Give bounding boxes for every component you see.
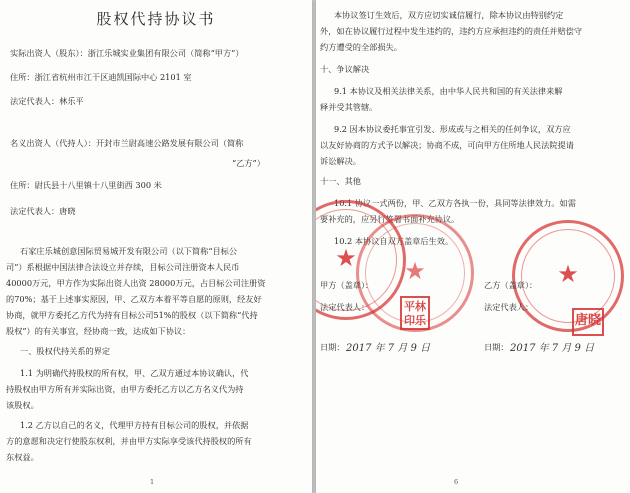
clause-10-1-line-2: 要补充的，应另行签署书面补充协议。 [320,214,460,224]
party-a-personal-stamp: 平林印乐 [400,296,430,330]
clause-9-2-line-3: 诉讼解决。 [320,156,361,166]
recital-line-6: 股权”）的有关事宜，经协商一致，达成如下协议： [6,326,191,336]
actual-investor-representative: 法定代表人：林乐平 [10,96,84,106]
recital-line-5: 协商，就甲方委托乙方代为持有目标公司51%的股权（以下简称“代持 [6,310,258,320]
actual-investor-line: 实际出资人（股东）：浙江乐城实业集团有限公司（简称“甲方”） [10,48,244,58]
nominal-investor-address: 住所：尉氏县十八里镇十八里街西 300 米 [10,180,162,190]
party-b-company-seal: ★ [512,220,624,332]
page-number-right: 6 [454,478,459,486]
section-1-heading: 一、股权代持关系的界定 [20,346,111,356]
recital-line-1: 石家庄乐城创意国际贸易城开发有限公司（以下简称“目标公 [20,246,238,256]
effect-line-3: 约方遭受的全部损失。 [320,42,402,52]
party-a-rep-label: 法定代表人： [320,302,370,312]
clause-9-1-line-1: 9.1 本协议及相关法律关系，由中华人民共和国的有关法律来解 [334,86,563,96]
clause-1-1-line-2: 持股权由甲方所有并实际出资，由甲方委托乙方以乙方名义代为持 [6,384,244,394]
nominal-investor-line: 名义出资人（代持人）：开封市兰尉高速公路发展有限公司（简称 [10,138,244,148]
clause-10-2: 10.2 本协议自双方盖章后生效。 [334,236,454,246]
recital-line-2: 司”）系根据中国法律合法设立并存续，目标公司注册资本人民币 [6,262,240,272]
effect-line-1: 本协议签订生效后，双方应切实诚信履行，除本协议由特别约定 [334,10,564,20]
party-a-company-seal: ★ [316,200,406,320]
party-a-date-label: 日期： [320,342,345,352]
clause-1-2-line-2: 方的意愿和决定行使股东权利，并由甲方实际享受该代持股权的所有 [6,436,252,446]
party-b-personal-stamp: 唐晓 [572,308,604,336]
nominal-investor-representative: 法定代表人：唐晓 [10,206,76,216]
party-b-seal-label: 乙方（盖章）： [484,280,538,290]
document-title: 股权代持协议书 [96,10,216,28]
clause-1-1-line-3: 该股权。 [6,400,39,410]
party-b-date-label: 日期： [484,342,509,352]
clause-1-2-line-1: 1.2 乙方以自己的名义，代理甲方持有目标公司的股权，并依据 [20,420,249,430]
actual-investor-address: 住所：浙江省杭州市江干区迪凯国际中心 2101 室 [10,72,192,82]
party-b-date: 2017 年 7 月 9 日 [510,343,595,354]
clause-1-1-line-1: 1.1 为明确代持股权的所有权，甲、乙双方通过本协议确认，代 [20,368,249,378]
party-a-seal-overlap: ★ [356,214,474,332]
clause-1-2-line-3: 东权益。 [6,452,39,462]
clause-10-1-line-1: 10.1 协议一式两份，甲、乙双方各执一份，具同等法律效力。如需 [334,198,576,208]
page-number-left: 1 [150,478,155,486]
page-right [316,0,630,493]
clause-9-1-line-2: 释并受其管辖。 [320,102,378,112]
party-b-rep-label: 法定代表人： [484,302,534,312]
effect-line-2: 外，如在协议履行过程中发生违约的，违约方应承担违约的责任并赔偿守 [320,26,583,36]
party-a-seal-label: 甲方（盖章）： [320,280,374,290]
clause-9-2-line-2: 以友好协商的方式予以解决；协商不成，可向甲方住所地人民法院提请 [320,140,574,150]
party-a-date: 2017 年 7 月 9 日 [346,343,431,354]
section-10-heading: 十、争议解决 [320,64,370,74]
nominal-investor-abbrev: “乙方”） [232,158,265,168]
clause-9-2-line-1: 9.2 因本协议委托事宜引发、形成或与之相关的任何争议，双方应 [334,124,571,134]
section-11-heading: 十一、其他 [320,176,361,186]
page-left [0,0,312,493]
recital-line-4: 的70%；基于上述事实原因，甲、乙双方本着平等自愿的原则，经友好 [6,294,262,304]
recital-line-3: 40000万元，甲方作为实际出资人出资 28000万元，占目标公司注册资 [6,278,266,288]
